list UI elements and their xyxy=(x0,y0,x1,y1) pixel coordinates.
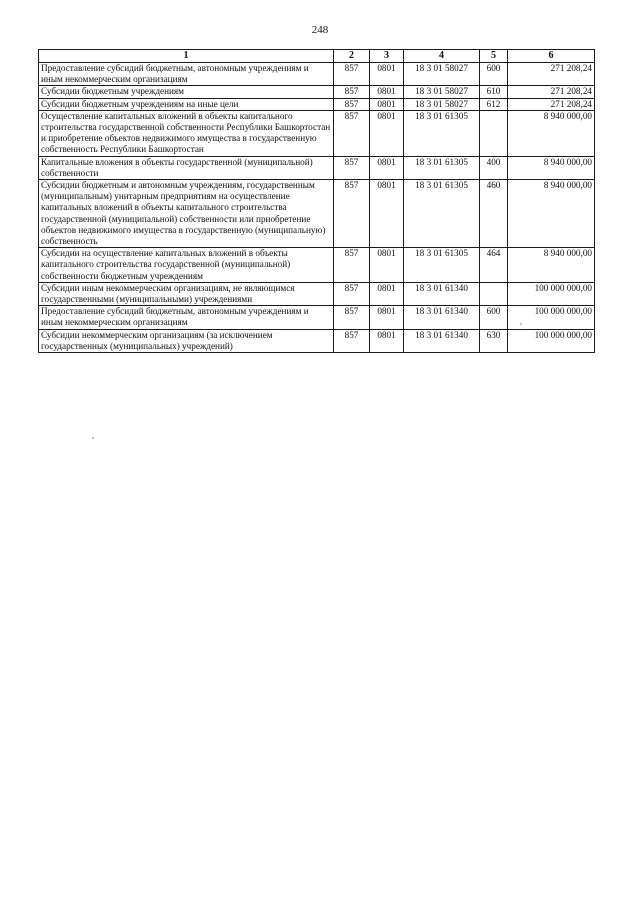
row-amount: 100 000 000,00 xyxy=(508,282,595,305)
row-amount: 271 208,24 xyxy=(508,63,595,86)
row-amount: 100 000 000,00 xyxy=(508,306,595,329)
row-col-4: 18 3 01 58027 xyxy=(404,63,480,86)
row-col-2: 857 xyxy=(334,63,370,86)
header-col-2: 2 xyxy=(334,50,370,63)
row-col-3: 0801 xyxy=(370,180,404,248)
table-header-row xyxy=(39,50,595,63)
table-row xyxy=(39,110,595,156)
row-col-5: 460 xyxy=(480,180,508,248)
row-name: Капитальные вложения в объекты государственной (муниципальной) собственности xyxy=(39,156,334,179)
table-row xyxy=(39,282,595,305)
row-amount: 8 940 000,00 xyxy=(508,156,595,179)
row-col-5: 600 xyxy=(480,63,508,86)
table-row xyxy=(39,86,595,98)
table-row xyxy=(39,180,595,248)
row-col-4: 18 3 01 61340 xyxy=(404,282,480,305)
row-col-2: 857 xyxy=(334,282,370,305)
row-col-2: 857 xyxy=(334,306,370,329)
row-col-5: 610 xyxy=(480,86,508,98)
table-row xyxy=(39,98,595,110)
header-col-3: 3 xyxy=(370,50,404,63)
row-amount: 8 940 000,00 xyxy=(508,180,595,248)
row-col-3: 0801 xyxy=(370,156,404,179)
row-col-2: 857 xyxy=(334,98,370,110)
table-row xyxy=(39,248,595,283)
row-col-4: 18 3 01 61305 xyxy=(404,110,480,156)
row-col-2: 857 xyxy=(334,156,370,179)
row-name: Предоставление субсидий бюджетным, автономным учреждениям и иным некоммерческим организациям xyxy=(39,306,334,329)
header-col-6: 6 xyxy=(508,50,595,63)
row-col-3: 0801 xyxy=(370,282,404,305)
table-row xyxy=(39,156,595,179)
table-row xyxy=(39,329,595,352)
row-name: Субсидии бюджетным учреждениям xyxy=(39,86,334,98)
table-row xyxy=(39,306,595,329)
row-col-4: 18 3 01 61305 xyxy=(404,180,480,248)
row-col-5: 400 xyxy=(480,156,508,179)
row-name: Субсидии иным некоммерческим организациям, не являющимся государственными (муниципальными) учреждениями xyxy=(39,282,334,305)
row-col-5 xyxy=(480,110,508,156)
row-col-3: 0801 xyxy=(370,110,404,156)
header-col-4: 4 xyxy=(404,50,480,63)
row-col-4: 18 3 01 61305 xyxy=(404,248,480,283)
header-col-1: 1 xyxy=(39,50,334,63)
row-col-4: 18 3 01 61340 xyxy=(404,306,480,329)
row-col-5: 630 xyxy=(480,329,508,352)
row-col-3: 0801 xyxy=(370,306,404,329)
row-amount: 271 208,24 xyxy=(508,98,595,110)
row-col-5: 464 xyxy=(480,248,508,283)
row-amount: 271 208,24 xyxy=(508,86,595,98)
row-name: Субсидии некоммерческим организациям (за исключением государственных (муниципальных) учреждений) xyxy=(39,329,334,352)
row-name: Предоставление субсидий бюджетным, автономным учреждениям и иным некоммерческим организациям xyxy=(39,63,334,86)
row-col-2: 857 xyxy=(334,180,370,248)
row-name: Субсидии бюджетным и автономным учреждениям, государственным (муниципальным) унитарным предприятиям на осуществление капитальных вложений в объекты капитального строительства государственной (муниципальной) собственности или приобретение объектов недвижимого имущества в государственную (муниципальную) собственность xyxy=(39,180,334,248)
row-col-3: 0801 xyxy=(370,329,404,352)
row-name: Субсидии на осуществление капитальных вложений в объекты капитального строительства государственной (муниципальной) собственности бюджетным учреждениям xyxy=(39,248,334,283)
row-col-4: 18 3 01 61340 xyxy=(404,329,480,352)
row-col-3: 0801 xyxy=(370,86,404,98)
row-col-3: 0801 xyxy=(370,98,404,110)
row-col-5 xyxy=(480,282,508,305)
page-number: 248 xyxy=(311,24,329,36)
table-row xyxy=(39,63,595,86)
row-col-5: 612 xyxy=(480,98,508,110)
budget-table xyxy=(38,49,595,353)
row-col-3: 0801 xyxy=(370,63,404,86)
row-col-4: 18 3 01 58027 xyxy=(404,98,480,110)
scan-speck xyxy=(520,323,522,325)
row-col-4: 18 3 01 61305 xyxy=(404,156,480,179)
row-amount: 100 000 000,00 xyxy=(508,329,595,352)
row-col-5: 600 xyxy=(480,306,508,329)
row-col-2: 857 xyxy=(334,86,370,98)
scan-speck xyxy=(92,437,94,439)
row-col-2: 857 xyxy=(334,248,370,283)
row-col-2: 857 xyxy=(334,329,370,352)
row-name: Субсидии бюджетным учреждениям на иные цели xyxy=(39,98,334,110)
row-col-4: 18 3 01 58027 xyxy=(404,86,480,98)
row-name: Осуществление капитальных вложений в объекты капитального строительства государственной собственности Республики Башкортостан и приобретение объектов недвижимого имущества в государственную собственность Республики Башкортостан xyxy=(39,110,334,156)
row-col-2: 857 xyxy=(334,110,370,156)
row-amount: 8 940 000,00 xyxy=(508,110,595,156)
header-col-5: 5 xyxy=(480,50,508,63)
row-amount: 8 940 000,00 xyxy=(508,248,595,283)
row-col-3: 0801 xyxy=(370,248,404,283)
table-body xyxy=(39,63,595,353)
